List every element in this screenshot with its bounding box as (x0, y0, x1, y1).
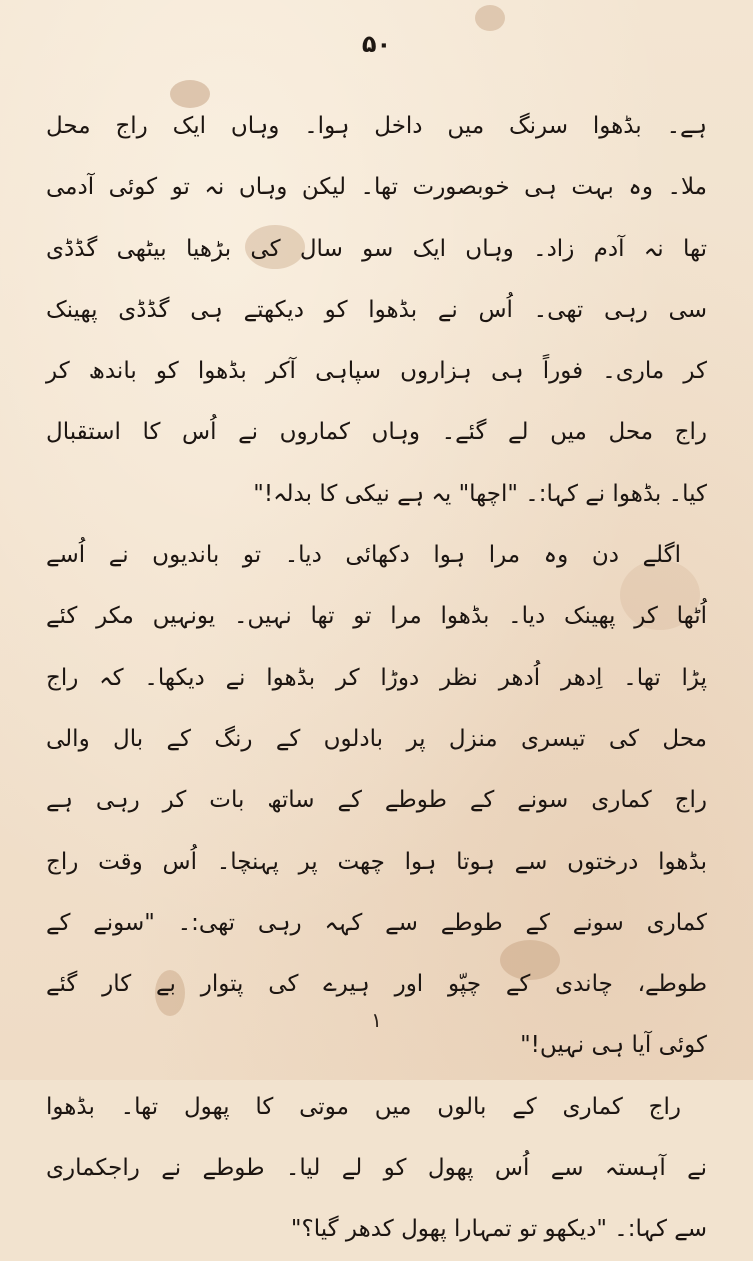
text-line: سے کہا:۔ "دیکھو تو تمہارا پھول کدھر گیا؟" (290, 1216, 707, 1243)
text-line: کماری سونے کے طوطے سے کہہ رہی تھی:۔ "سونے کے (46, 909, 707, 936)
text-line: پڑا تھا۔ اِدھر اُدھر نظر دوڑا کر بڈھوا نے دیکھا۔ کہ راج (46, 664, 707, 691)
page-number: ۵۰ (361, 30, 392, 58)
text-line: کوئی آیا ہی نہیں!" (520, 1032, 707, 1059)
text-line: بڈھوا درختوں سے ہوتا ہوا چھت پر پہنچا۔ اُس وقت راج (46, 848, 707, 875)
text-line: طوطے، چاندی کے چپّو اور ہیرے کی پتوار بے کار گئے (46, 971, 707, 998)
body-text (46, 96, 707, 1261)
footer-mark: ۱ (371, 1008, 382, 1032)
text-line: کیا۔ بڈھوا نے کہا:۔ "اچھا" یہ ہے نیکی کا بدلہ!" (253, 480, 707, 507)
text-line: محل کی تیسری منزل پر بادلوں کے رنگ کے بال والی (46, 725, 707, 752)
stain (475, 5, 505, 31)
text-line: اُٹھا کر پھینک دیا۔ بڈھوا مرا تو تھا نہیں۔ یونہیں مکر کئے (46, 603, 707, 630)
text-line: ہے۔ بڈھوا سرنگ میں داخل ہوا۔ وہاں ایک راج محل (46, 113, 707, 139)
text-line: نے آہستہ سے اُس پھول کو لے لیا۔ طوطے نے راجکماری (46, 1155, 707, 1182)
text-line: اگلے دن وہ مرا ہوا دکھائی دیا۔ تو باندیوں نے اُسے (46, 542, 681, 569)
text-line: راج کماری سونے کے طوطے کے ساتھ بات کر رہی ہے (46, 787, 707, 814)
text-line: راج کماری کے بالوں میں موتی کا پھول تھا۔ بڈھوا (46, 1093, 681, 1120)
text-line: سی رہی تھی۔ اُس نے بڈھوا کو دیکھتے ہی گڈڈی پھینک (46, 296, 707, 323)
text-line: کر ماری۔ فوراً ہی ہزاروں سپاہی آکر بڈھوا کو باندھ کر (46, 358, 707, 385)
text-line: ملا۔ وہ بہت ہی خوبصورت تھا۔ لیکن وہاں نہ تو کوئی آدمی (46, 174, 707, 201)
text-line: تھا نہ آدم زاد۔ وہاں ایک سو سال کی بڑھیا بیٹھی گڈڈی (46, 235, 707, 262)
text-line: راج محل میں لے گئے۔ وہاں کماروں نے اُس کا استقبال (46, 419, 707, 446)
